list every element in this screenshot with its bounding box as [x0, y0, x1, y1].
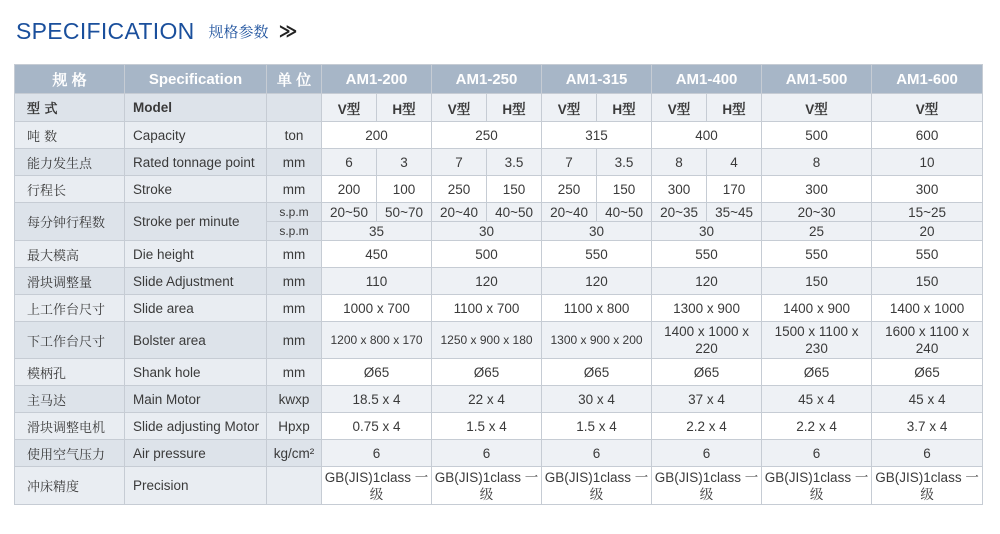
row-label-en: Model [125, 94, 267, 122]
cell: V型 [542, 94, 597, 122]
cell: 170 [707, 176, 762, 203]
row-unit: kwxp [267, 386, 322, 413]
cell: 1300 x 900 x 200 [542, 322, 652, 359]
row-label-en: Precision [125, 467, 267, 505]
page-title: SPECIFICATION [16, 17, 195, 44]
cell: 1300 x 900 [652, 295, 762, 322]
cell: 500 [762, 122, 872, 149]
row-label-cn: 吨 数 [15, 122, 125, 149]
cell: 30 [542, 222, 652, 241]
cell: H型 [487, 94, 542, 122]
header-model: AM1-315 [542, 65, 652, 94]
cell: V型 [762, 94, 872, 122]
cell: 300 [652, 176, 707, 203]
table-row [15, 149, 983, 176]
cell: 50~70 [377, 203, 432, 222]
row-unit: mm [267, 149, 322, 176]
row-label-cn: 冲床精度 [15, 467, 125, 505]
table-row [15, 322, 983, 359]
cell: 2.2 x 4 [762, 413, 872, 440]
row-label-en: Air pressure [125, 440, 267, 467]
cell: 3.7 x 4 [872, 413, 983, 440]
cell: 110 [322, 268, 432, 295]
cell: 550 [872, 241, 983, 268]
row-unit: Hpxp [267, 413, 322, 440]
cell: 8 [652, 149, 707, 176]
cell: 20 [872, 222, 983, 241]
cell: 6 [542, 440, 652, 467]
cell: 250 [432, 176, 487, 203]
row-label-en: Slide Adjustment [125, 268, 267, 295]
cell: 120 [652, 268, 762, 295]
row-label-cn: 下工作台尺寸 [15, 322, 125, 359]
cell: 6 [432, 440, 542, 467]
cell: 2.2 x 4 [652, 413, 762, 440]
row-label-cn: 型 式 [15, 94, 125, 122]
table-row [15, 241, 983, 268]
cell: 15~25 [872, 203, 983, 222]
row-unit: mm [267, 322, 322, 359]
cell: 400 [652, 122, 762, 149]
cell: V型 [322, 94, 377, 122]
cell: 1.5 x 4 [432, 413, 542, 440]
cell: V型 [432, 94, 487, 122]
cell: 35 [322, 222, 432, 241]
cell: 20~35 [652, 203, 707, 222]
cell: GB(JIS)1class 一级 [762, 467, 872, 505]
header-model: AM1-200 [322, 65, 432, 94]
cell: 25 [762, 222, 872, 241]
table-row [15, 176, 983, 203]
cell: H型 [377, 94, 432, 122]
cell: 8 [762, 149, 872, 176]
cell: 1.5 x 4 [542, 413, 652, 440]
row-label-en: Rated tonnage point [125, 149, 267, 176]
row-label-cn: 每分钟行程数 [15, 203, 125, 241]
row-label-cn: 上工作台尺寸 [15, 295, 125, 322]
cell: 40~50 [597, 203, 652, 222]
cell: 1200 x 800 x 170 [322, 322, 432, 359]
table-row [15, 94, 983, 122]
table-row [15, 440, 983, 467]
cell: 22 x 4 [432, 386, 542, 413]
cell: 20~40 [432, 203, 487, 222]
row-label-en: Stroke per minute [125, 203, 267, 241]
cell: 6 [872, 440, 983, 467]
cell: GB(JIS)1class 一级 [872, 467, 983, 505]
cell: 20~40 [542, 203, 597, 222]
cell: 7 [542, 149, 597, 176]
cell: GB(JIS)1class 一级 [432, 467, 542, 505]
header-model: AM1-500 [762, 65, 872, 94]
cell: H型 [597, 94, 652, 122]
cell: 1100 x 700 [432, 295, 542, 322]
cell: 450 [322, 241, 432, 268]
cell: 150 [872, 268, 983, 295]
cell: 4 [707, 149, 762, 176]
cell: 6 [762, 440, 872, 467]
row-label-en: Die height [125, 241, 267, 268]
table-row [15, 413, 983, 440]
table-row [15, 295, 983, 322]
row-label-en: Stroke [125, 176, 267, 203]
cell: 1250 x 900 x 180 [432, 322, 542, 359]
row-unit: s.p.m [267, 203, 322, 222]
cell: 300 [762, 176, 872, 203]
cell: 6 [652, 440, 762, 467]
row-unit: mm [267, 268, 322, 295]
section-header [16, 14, 293, 48]
cell: 37 x 4 [652, 386, 762, 413]
cell: 100 [377, 176, 432, 203]
cell: 7 [432, 149, 487, 176]
table-row [15, 386, 983, 413]
double-chevron-right-icon: ≫ [278, 20, 294, 41]
header-unit: 单 位 [267, 65, 322, 94]
cell: 35~45 [707, 203, 762, 222]
header-en: Specification [125, 65, 267, 94]
cell: Ø65 [322, 359, 432, 386]
cell: 1100 x 800 [542, 295, 652, 322]
row-label-en: Slide area [125, 295, 267, 322]
cell: 10 [872, 149, 983, 176]
cell: 550 [542, 241, 652, 268]
header-model: AM1-600 [872, 65, 983, 94]
row-unit [267, 94, 322, 122]
row-label-en: Shank hole [125, 359, 267, 386]
row-unit: ton [267, 122, 322, 149]
row-label-cn: 行程长 [15, 176, 125, 203]
cell: 1600 x 1100 x 240 [872, 322, 983, 359]
cell: Ø65 [542, 359, 652, 386]
row-label-cn: 最大模高 [15, 241, 125, 268]
row-label-cn: 滑块调整电机 [15, 413, 125, 440]
row-unit: s.p.m [267, 222, 322, 241]
row-label-en: Main Motor [125, 386, 267, 413]
cell: 500 [432, 241, 542, 268]
cell: H型 [707, 94, 762, 122]
cell: 3.5 [487, 149, 542, 176]
cell: 1500 x 1100 x 230 [762, 322, 872, 359]
cell: GB(JIS)1class 一级 [542, 467, 652, 505]
row-label-cn: 能力发生点 [15, 149, 125, 176]
cell: 20~30 [762, 203, 872, 222]
cell: 150 [762, 268, 872, 295]
row-label-cn: 滑块调整量 [15, 268, 125, 295]
cell: 20~50 [322, 203, 377, 222]
cell: 550 [762, 241, 872, 268]
row-label-en: Slide adjusting Motor [125, 413, 267, 440]
cell: 600 [872, 122, 983, 149]
page-subtitle: 规格参数 [208, 22, 269, 41]
table-row [15, 122, 983, 149]
cell: 1400 x 1000 [872, 295, 983, 322]
cell: Ø65 [872, 359, 983, 386]
cell: 1400 x 1000 x 220 [652, 322, 762, 359]
header-model: AM1-250 [432, 65, 542, 94]
cell: 1000 x 700 [322, 295, 432, 322]
cell: 45 x 4 [872, 386, 983, 413]
row-unit: kg/cm² [267, 440, 322, 467]
table-row [15, 467, 983, 505]
row-label-en: Bolster area [125, 322, 267, 359]
row-unit: mm [267, 241, 322, 268]
table-row [15, 203, 983, 222]
cell: 0.75 x 4 [322, 413, 432, 440]
cell: 200 [322, 176, 377, 203]
row-label-cn: 使用空气压力 [15, 440, 125, 467]
row-unit: mm [267, 359, 322, 386]
cell: GB(JIS)1class 一级 [322, 467, 432, 505]
cell: 3.5 [597, 149, 652, 176]
cell: GB(JIS)1class 一级 [652, 467, 762, 505]
header-cn: 规 格 [15, 65, 125, 94]
row-label-cn: 主马达 [15, 386, 125, 413]
cell: 250 [432, 122, 542, 149]
cell: 30 [652, 222, 762, 241]
row-unit: mm [267, 176, 322, 203]
cell: Ø65 [652, 359, 762, 386]
cell: 3 [377, 149, 432, 176]
table-header-row [15, 65, 983, 94]
cell: 315 [542, 122, 652, 149]
row-label-cn: 模柄孔 [15, 359, 125, 386]
cell: 40~50 [487, 203, 542, 222]
specification-table [14, 64, 983, 505]
table-row [15, 359, 983, 386]
cell: V型 [872, 94, 983, 122]
cell: 45 x 4 [762, 386, 872, 413]
cell: 120 [542, 268, 652, 295]
cell: V型 [652, 94, 707, 122]
cell: 6 [322, 149, 377, 176]
cell: Ø65 [762, 359, 872, 386]
row-unit [267, 467, 322, 505]
table-row [15, 268, 983, 295]
cell: 6 [322, 440, 432, 467]
cell: 250 [542, 176, 597, 203]
cell: 1400 x 900 [762, 295, 872, 322]
row-label-en: Capacity [125, 122, 267, 149]
header-model: AM1-400 [652, 65, 762, 94]
cell: 150 [597, 176, 652, 203]
row-unit: mm [267, 295, 322, 322]
cell: 30 [432, 222, 542, 241]
cell: 200 [322, 122, 432, 149]
cell: 120 [432, 268, 542, 295]
cell: 150 [487, 176, 542, 203]
cell: 30 x 4 [542, 386, 652, 413]
cell: Ø65 [432, 359, 542, 386]
cell: 550 [652, 241, 762, 268]
cell: 300 [872, 176, 983, 203]
cell: 18.5 x 4 [322, 386, 432, 413]
